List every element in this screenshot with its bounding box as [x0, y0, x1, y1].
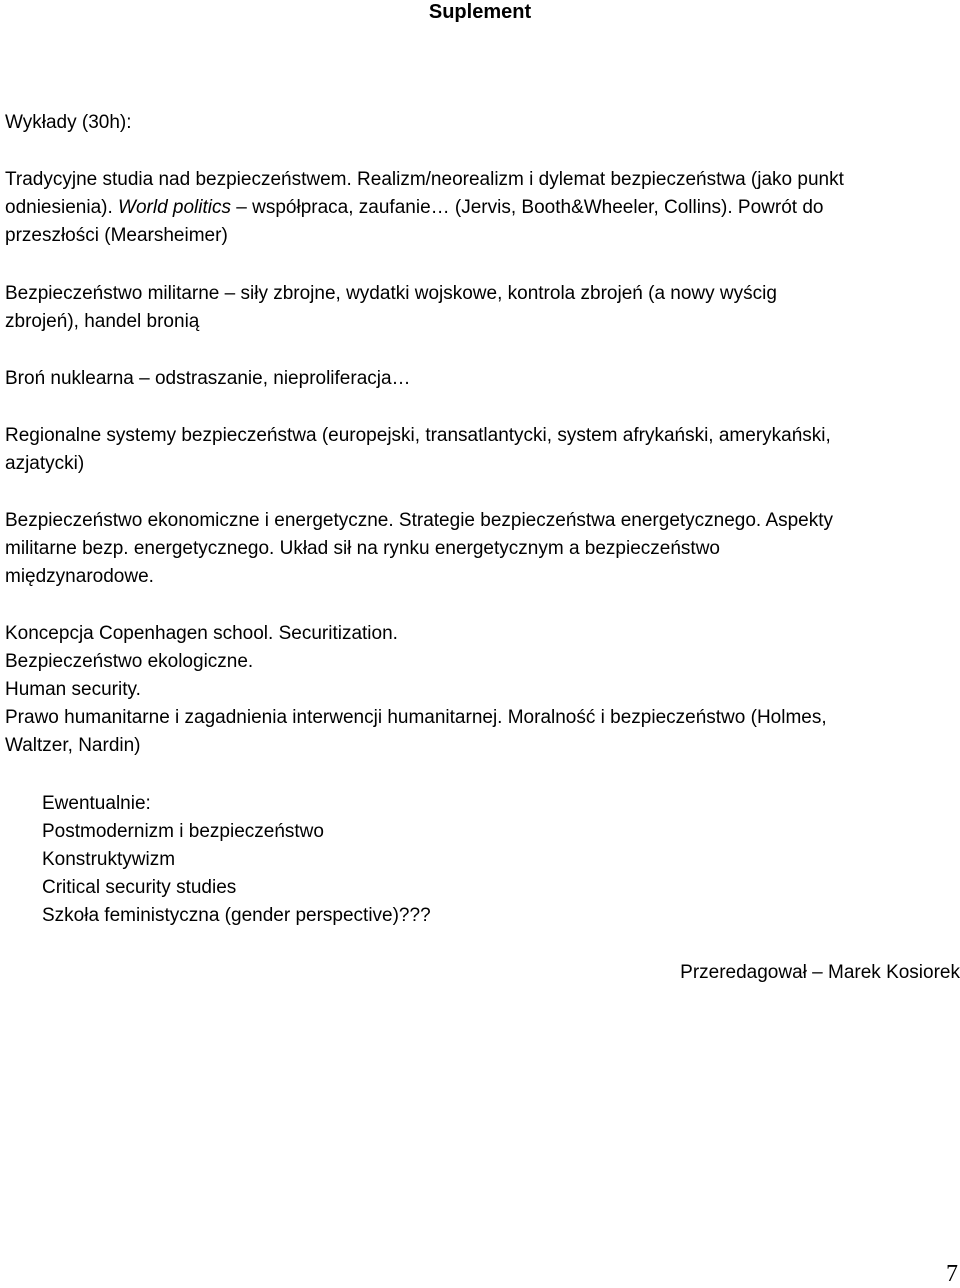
paragraph-traditional-line-3: przeszłości (Mearsheimer) [5, 225, 228, 246]
text-segment: – współpraca, zaufanie… (Jervis, Booth&Wheeler, Collins). Powrót do [231, 197, 824, 218]
optional-item: Postmodernizm i bezpieczeństwo [42, 821, 324, 842]
topic-humanitarian-line-2: Waltzer, Nardin) [5, 735, 141, 756]
paragraph-traditional-line-2 [5, 194, 823, 222]
italic-term: World politics [118, 197, 232, 218]
topic-human-security: Human security. [5, 679, 141, 700]
optional-item: Konstruktywizm [42, 849, 176, 870]
paragraph-military-line-1: Bezpieczeństwo militarne – siły zbrojne, wydatki wojskowe, kontrola zbrojeń (a nowy wyścig [5, 283, 777, 304]
paragraph-military-line-2: zbrojeń), handel bronią [5, 311, 200, 332]
paragraph-nuclear: Broń nuklearna – odstraszanie, nieproliferacja… [5, 368, 411, 389]
topic-ecological: Bezpieczeństwo ekologiczne. [5, 651, 254, 672]
text-segment: odniesienia). [5, 197, 119, 218]
paragraph-economic-line-2: militarne bezp. energetycznego. Układ sił na rynku energetycznym a bezpieczeństwo [5, 538, 720, 559]
lectures-heading: Wykłady (30h): [5, 112, 132, 133]
paragraph-regional-line-2: azjatycki) [5, 453, 85, 474]
topic-copenhagen: Koncepcja Copenhagen school. Securitization. [5, 623, 398, 644]
optional-item: Szkoła feministyczna (gender perspective)??? [42, 905, 431, 926]
optional-heading: Ewentualnie: [42, 793, 151, 814]
paragraph-traditional-line-1: Tradycyjne studia nad bezpieczeństwem. Realizm/neorealizm i dylemat bezpieczeństwa (jako punkt [5, 169, 844, 190]
paragraph-economic-line-3: międzynarodowe. [5, 566, 154, 587]
paragraph-economic-line-1: Bezpieczeństwo ekonomiczne i energetyczne. Strategie bezpieczeństwa energetycznego. Aspekty [5, 510, 834, 531]
page-number: 7 [946, 1261, 958, 1287]
editor-signature: Przeredagował – Marek Kosiorek [680, 962, 960, 983]
paragraph-regional-line-1: Regionalne systemy bezpieczeństwa (europejski, transatlantycki, system afrykański, amerykański, [5, 425, 831, 446]
optional-item: Critical security studies [42, 877, 237, 898]
page-title: Suplement [428, 1, 532, 23]
topic-humanitarian-line-1: Prawo humanitarne i zagadnienia interwencji humanitarnej. Moralność i bezpieczeństwo (Holmes, [5, 707, 827, 728]
